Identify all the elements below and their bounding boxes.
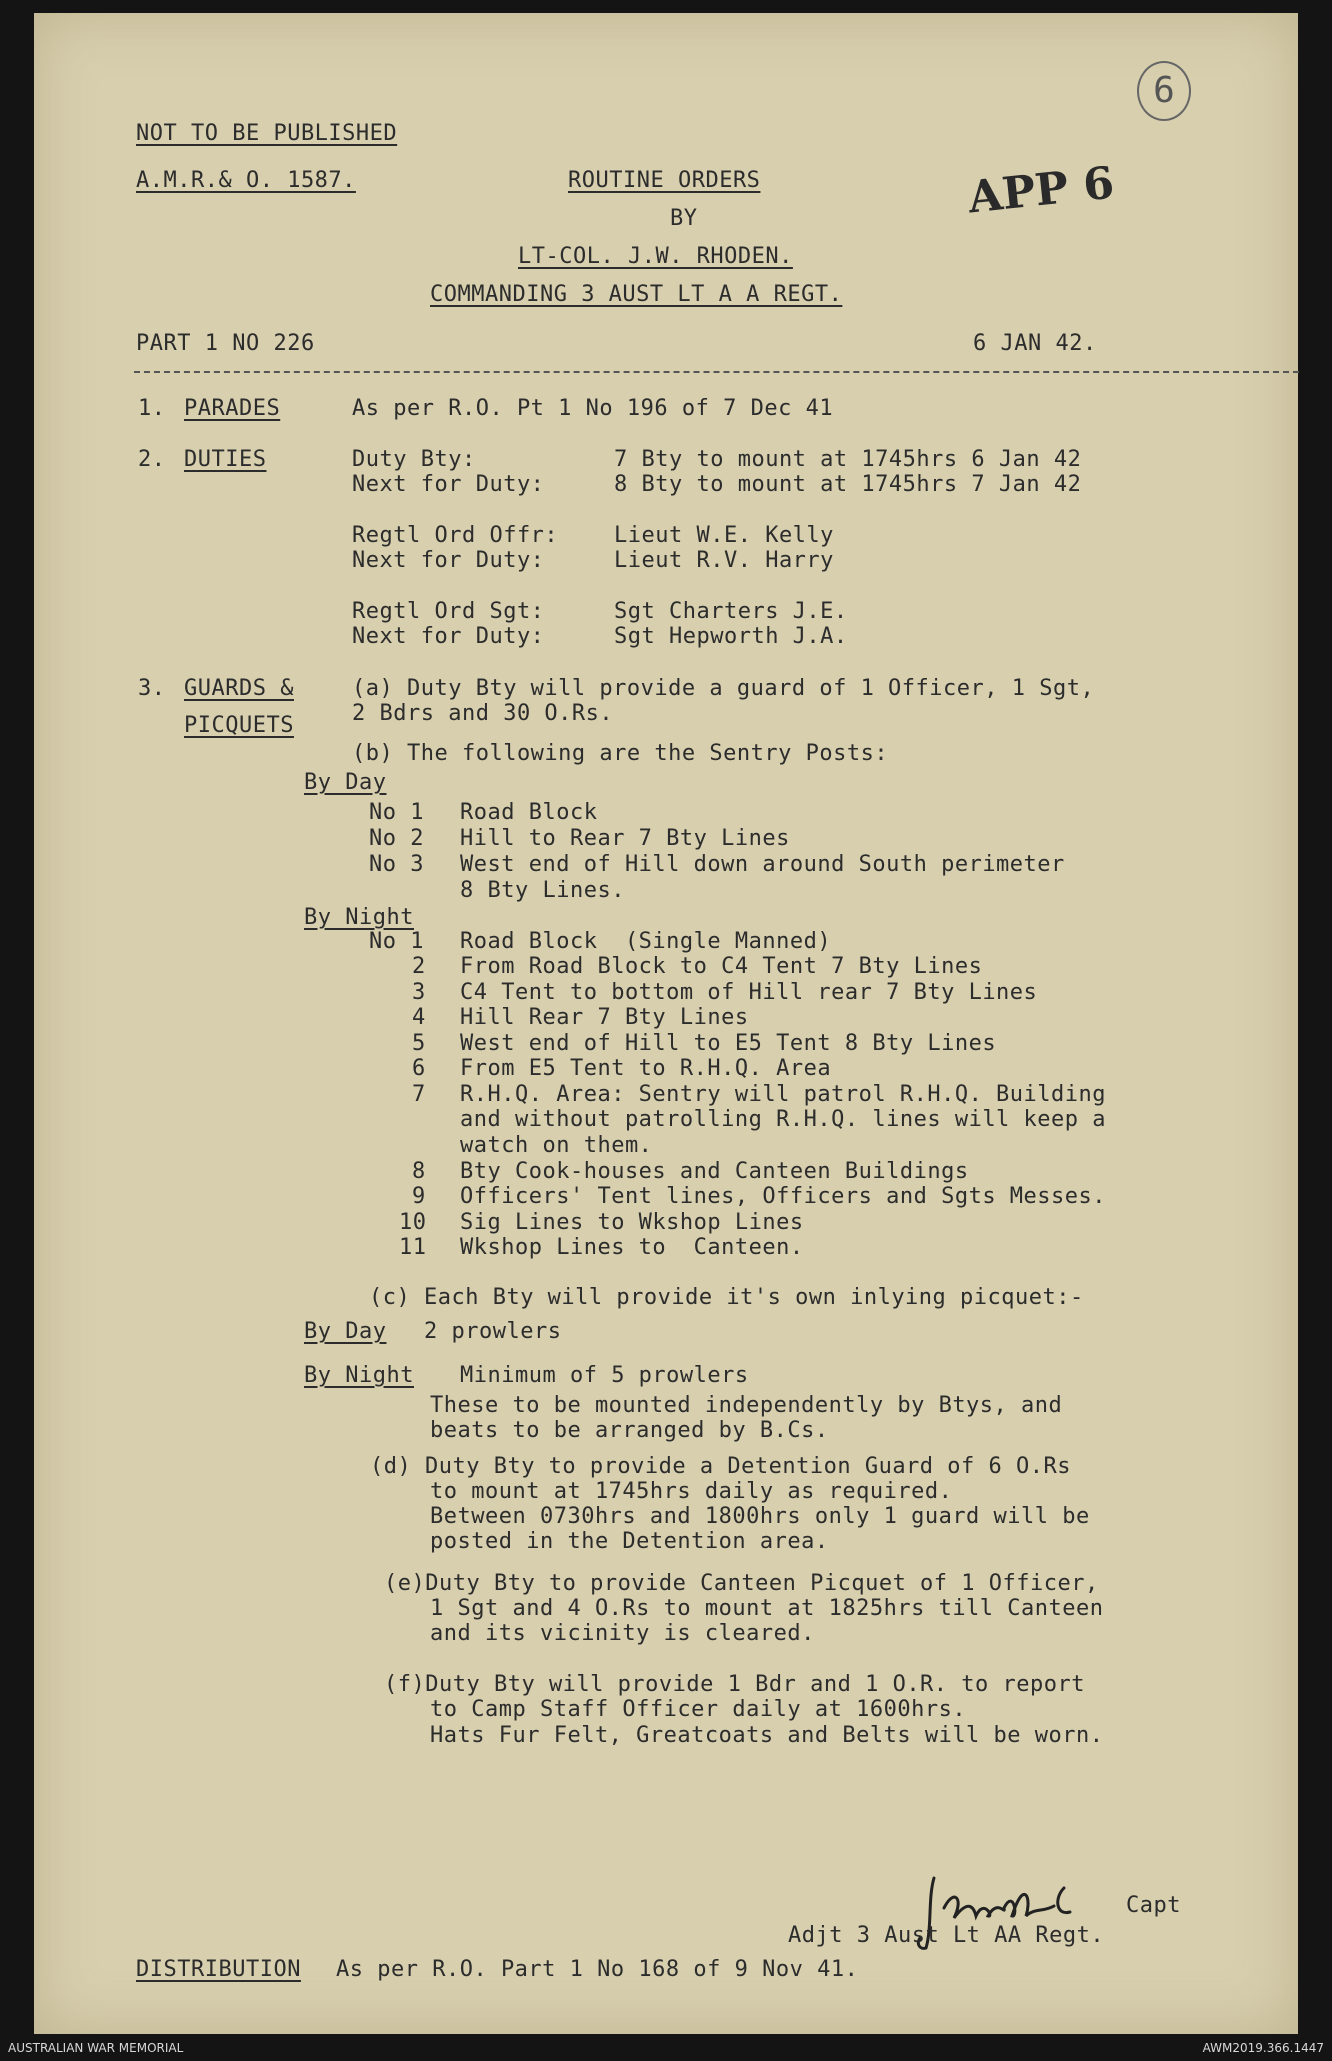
header-divider <box>134 371 1299 373</box>
circled-page-number: 6 <box>1137 61 1191 121</box>
post-description: R.H.Q. Area: Sentry will patrol R.H.Q. Building <box>460 1082 1107 1107</box>
not-published-stamp: NOT TO BE PUBLISHED <box>136 121 398 146</box>
post-number: 3 <box>412 980 426 1005</box>
duty-label: Next for Duty: <box>352 472 545 497</box>
post-number: 4 <box>412 1005 426 1030</box>
duty-value: 8 Bty to mount at 1745hrs 7 Jan 42 <box>614 472 1082 497</box>
post-number: No 3 <box>369 852 424 877</box>
by-line: BY <box>670 206 698 231</box>
duties-heading: DUTIES <box>184 447 267 472</box>
duty-value: 7 Bty to mount at 1745hrs 6 Jan 42 <box>614 447 1082 472</box>
post-number: 8 <box>412 1159 426 1184</box>
picquets-heading: PICQUETS <box>184 713 294 738</box>
distribution-label: DISTRIBUTION <box>136 1957 301 1982</box>
distribution-text: As per R.O. Part 1 No 168 of 9 Nov 41. <box>336 1957 859 1982</box>
guards-d-line: to mount at 1745hrs daily as required. <box>430 1479 953 1504</box>
document-page <box>34 13 1298 2034</box>
duties-number: 2. <box>138 447 166 472</box>
post-description: West end of Hill to E5 Tent 8 Bty Lines <box>460 1031 997 1056</box>
guards-e-line: 1 Sgt and 4 O.Rs to mount at 1825hrs till Canteen <box>430 1596 1104 1621</box>
guards-d-line: (d) Duty Bty to provide a Detention Guard of 6 O.Rs <box>370 1454 1072 1479</box>
post-description: West end of Hill down around South perimeter <box>460 852 1065 877</box>
c-by-night-text: Minimum of 5 prowlers <box>460 1363 749 1388</box>
guards-f-line: to Camp Staff Officer daily at 1600hrs. <box>430 1697 967 1722</box>
c-by-day-label: By Day <box>304 1319 387 1344</box>
archive-footer <box>0 2035 1332 2061</box>
duty-value: Lieut R.V. Harry <box>614 548 834 573</box>
duty-label: Regtl Ord Sgt: <box>352 599 545 624</box>
duty-label: Next for Duty: <box>352 624 545 649</box>
post-number: 5 <box>412 1031 426 1056</box>
post-number: 9 <box>412 1184 426 1209</box>
duty-label: Regtl Ord Offr: <box>352 523 559 548</box>
parades-text: As per R.O. Pt 1 No 196 of 7 Dec 41 <box>352 396 834 421</box>
post-description: C4 Tent to bottom of Hill rear 7 Bty Lines <box>460 980 1038 1005</box>
c-by-night-label: By Night <box>304 1363 414 1388</box>
guards-e-line: (e)Duty Bty to provide Canteen Picquet of 1 Officer, <box>384 1571 1099 1596</box>
duty-label: Duty Bty: <box>352 447 476 472</box>
guards-heading: GUARDS & <box>184 676 294 701</box>
post-description: Wkshop Lines to Canteen. <box>460 1235 804 1260</box>
post-description: From Road Block to C4 Tent 7 Bty Lines <box>460 954 983 979</box>
app-handwritten-mark: APP 6 <box>965 157 1117 224</box>
guards-a-line2: 2 Bdrs and 30 O.Rs. <box>352 701 614 726</box>
guards-c: (c) Each Bty will provide it's own inlying picquet:- <box>369 1285 1084 1310</box>
post-description: watch on them. <box>460 1133 653 1158</box>
guards-a-line1: (a) Duty Bty will provide a guard of 1 Officer, 1 Sgt, <box>352 676 1095 701</box>
guards-b: (b) The following are the Sentry Posts: <box>352 741 889 766</box>
parades-number: 1. <box>138 396 166 421</box>
guards-f-line: Hats Fur Felt, Greatcoats and Belts will be worn. <box>430 1723 1104 1748</box>
document-title: ROUTINE ORDERS <box>568 168 761 193</box>
signatory-title: Adjt 3 Aust Lt AA Regt. <box>788 1923 1105 1948</box>
guards-f-line: (f)Duty Bty will provide 1 Bdr and 1 O.R. to report <box>384 1672 1086 1697</box>
part-number: PART 1 NO 226 <box>136 331 315 356</box>
signatory-rank: Capt <box>1126 1893 1181 1918</box>
post-description: Hill Rear 7 Bty Lines <box>460 1005 749 1030</box>
c-by-day-text: 2 prowlers <box>424 1319 562 1344</box>
post-number: 11 <box>399 1235 427 1260</box>
duty-value: Sgt Hepworth J.A. <box>614 624 848 649</box>
guards-d-line: Between 0730hrs and 1800hrs only 1 guard will be <box>430 1504 1090 1529</box>
post-description: From E5 Tent to R.H.Q. Area <box>460 1056 832 1081</box>
post-number: 2 <box>412 954 426 979</box>
post-number: 10 <box>399 1210 427 1235</box>
post-number: No 2 <box>369 826 424 851</box>
duty-value: Sgt Charters J.E. <box>614 599 848 624</box>
c-note-line: beats to be arranged by B.Cs. <box>430 1418 829 1443</box>
post-description: Sig Lines to Wkshop Lines <box>460 1210 804 1235</box>
commanding-unit: COMMANDING 3 AUST LT A A REGT. <box>430 282 843 307</box>
post-description: Officers' Tent lines, Officers and Sgts Messes. <box>460 1184 1107 1209</box>
by-day-heading: By Day <box>304 770 387 795</box>
commander-name: LT-COL. J.W. RHODEN. <box>518 244 793 269</box>
archive-reference: AWM2019.366.1447 <box>1202 2041 1324 2055</box>
duty-label: Next for Duty: <box>352 548 545 573</box>
by-night-heading: By Night <box>304 905 414 930</box>
post-number: 6 <box>412 1056 426 1081</box>
archive-name: AUSTRALIAN WAR MEMORIAL <box>8 2041 184 2055</box>
parades-heading: PARADES <box>184 396 281 421</box>
guards-e-line: and its vicinity is cleared. <box>430 1621 815 1646</box>
post-number: No 1 <box>369 929 424 954</box>
order-date: 6 JAN 42. <box>973 331 1097 356</box>
c-note-line: These to be mounted independently by Btys, and <box>430 1393 1063 1418</box>
post-description: Bty Cook-houses and Canteen Buildings <box>460 1159 969 1184</box>
post-number: No 1 <box>369 800 424 825</box>
post-description: and without patrolling R.H.Q. lines will keep a <box>460 1107 1107 1132</box>
post-description: Road Block <box>460 800 598 825</box>
post-description: Road Block (Single Manned) <box>460 929 832 954</box>
duty-value: Lieut W.E. Kelly <box>614 523 834 548</box>
amr-reference: A.M.R.& O. 1587. <box>136 168 356 193</box>
post-description: 8 Bty Lines. <box>460 878 625 903</box>
guards-d-line: posted in the Detention area. <box>430 1529 829 1554</box>
post-number: 7 <box>412 1082 426 1107</box>
guards-number: 3. <box>138 676 166 701</box>
post-description: Hill to Rear 7 Bty Lines <box>460 826 790 851</box>
